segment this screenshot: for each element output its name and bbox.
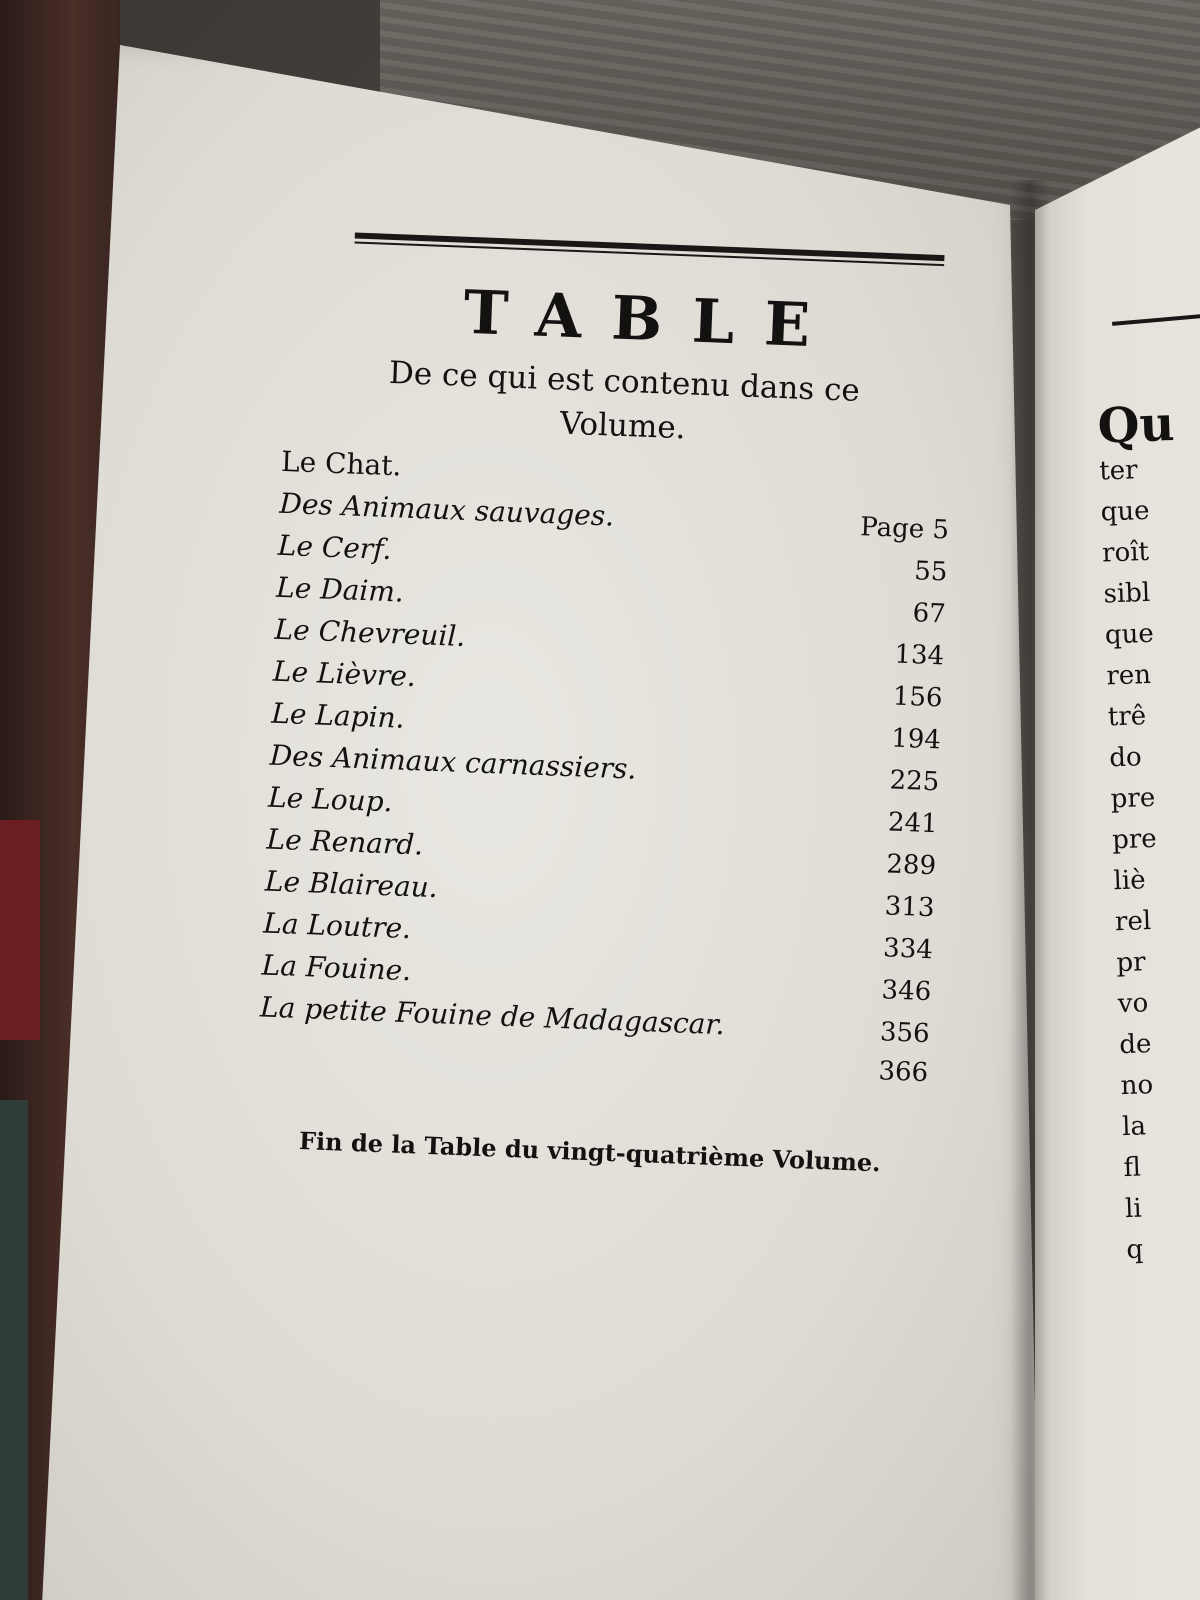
toc-entry-page: 346: [881, 975, 932, 1008]
right-line: li: [1124, 1193, 1143, 1225]
right-line: pre: [1111, 823, 1158, 856]
right-line: pr: [1115, 947, 1147, 979]
right-line: vo: [1117, 988, 1149, 1020]
contents-list: [258, 445, 952, 1100]
right-line: Qu: [1096, 395, 1176, 455]
right-line: trê: [1107, 701, 1147, 733]
toc-entry-label: Le Renard.: [265, 822, 424, 862]
toc-entry-label: Le Chat.: [280, 444, 403, 483]
right-line: de: [1118, 1029, 1152, 1061]
toc-entry-page: 156: [892, 681, 944, 714]
toc-entry-label: Le Blaireau.: [264, 864, 439, 905]
toc-entry-label: La petite Fouine de Madagascar.: [259, 990, 726, 1042]
toc-entry-page: 334: [882, 933, 934, 966]
toc-entry-page: 356: [879, 1017, 931, 1050]
toc-entry-page: 366: [877, 1056, 929, 1089]
toc-entry-label: Le Chevreuil.: [274, 612, 466, 654]
toc-entry-page: 194: [890, 723, 942, 756]
toc-entry-label: Le Cerf.: [277, 528, 393, 567]
toc-entry-label: Le Daim.: [275, 570, 405, 609]
toc-entry-page: Page 5: [859, 512, 950, 546]
toc-entry-page: 313: [884, 891, 936, 924]
right-line: q: [1125, 1234, 1144, 1266]
right-line: ter: [1098, 455, 1139, 487]
toc-entry-page: 134: [893, 639, 945, 672]
toc-entry-page: 241: [887, 807, 939, 840]
toc-entry-label: Des Animaux carnassiers.: [269, 738, 638, 786]
right-line: fl: [1123, 1152, 1142, 1184]
toc-entry-label: Des Animaux sauvages.: [278, 486, 615, 533]
toc-entry-page: 55: [913, 556, 948, 588]
book-gutter-shadow: [1010, 180, 1050, 1600]
table-footer: Fin de la Table du vingt-quatrième Volume.: [298, 1126, 882, 1178]
page-subtitle: De ce qui est contenu dans ce Volume.: [388, 354, 861, 447]
toc-entry-label: Le Loup.: [267, 780, 394, 819]
toc-entry-label: La Loutre.: [262, 906, 412, 946]
right-line: rel: [1114, 906, 1152, 938]
right-line: pre: [1110, 782, 1156, 815]
table-of-contents: [255, 230, 960, 1179]
right-line: no: [1120, 1070, 1154, 1102]
right-line: la: [1121, 1111, 1147, 1143]
page-title: TABLE: [462, 277, 842, 363]
cover-red-edge: [0, 820, 40, 1040]
right-line: liè: [1113, 865, 1147, 897]
cover-green-edge: [0, 1100, 28, 1600]
right-line: do: [1108, 742, 1143, 774]
right-line: que: [1104, 618, 1155, 651]
toc-entry-label: Le Lièvre.: [272, 654, 417, 694]
toc-entry-label: La Fouine.: [261, 948, 412, 988]
right-line: roît: [1101, 536, 1150, 569]
toc-entry-page: 67: [912, 598, 947, 630]
toc-entry-label: Le Lapin.: [270, 696, 406, 735]
right-line: sibl: [1103, 577, 1151, 610]
toc-entry-page: 225: [889, 765, 940, 798]
toc-entry-page: 289: [885, 849, 937, 882]
right-line: ren: [1105, 659, 1152, 692]
right-line: que: [1100, 495, 1150, 528]
